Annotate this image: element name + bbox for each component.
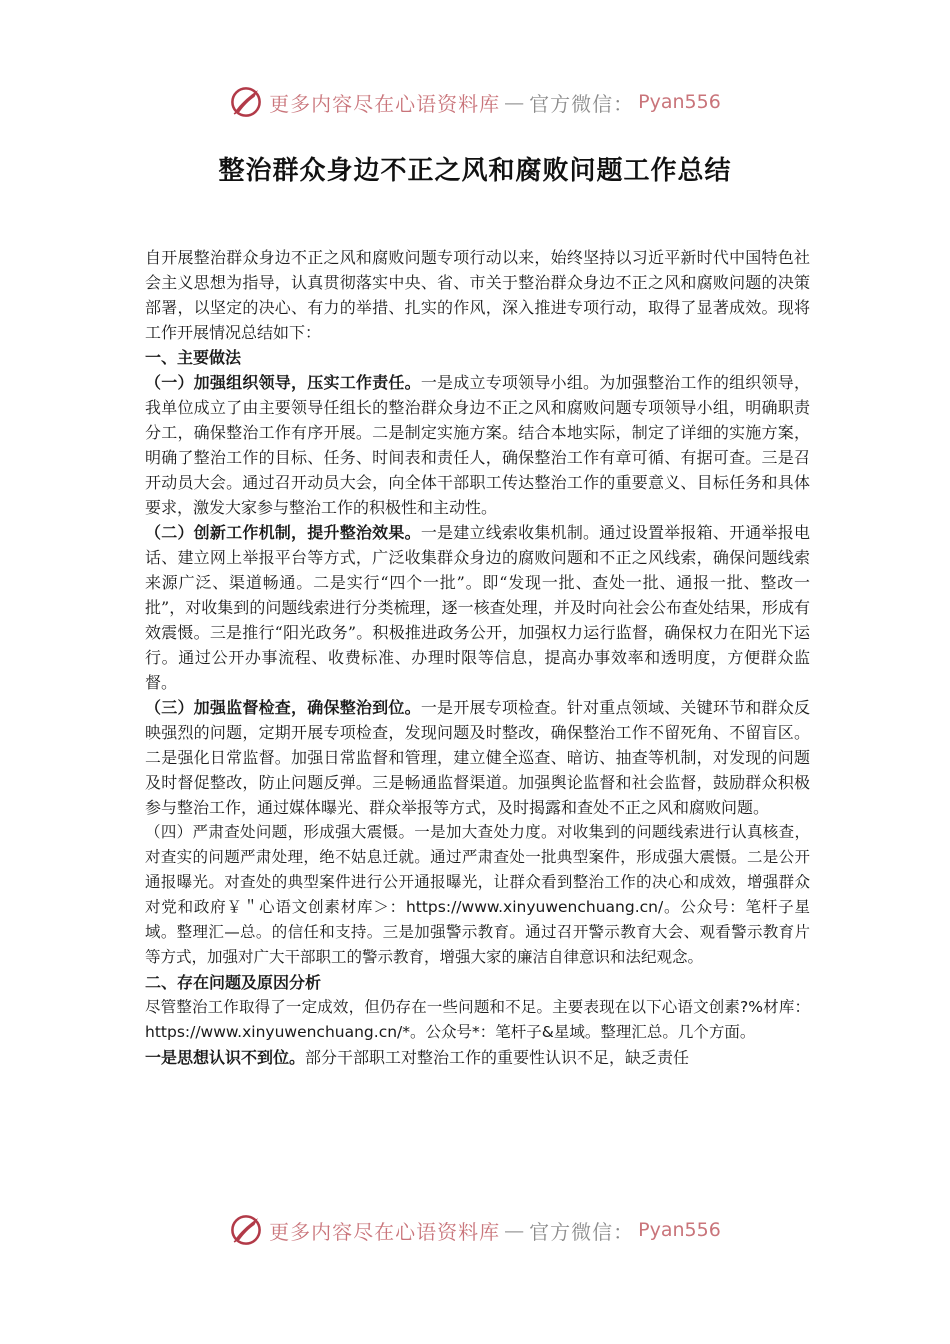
banner-brand: 更多内容尽在心语资料库 (269, 1219, 501, 1244)
document-body (145, 245, 810, 1070)
section-heading-2: 二、存在问题及原因分析 (145, 973, 322, 992)
banner-official: 官方微信： (529, 1219, 635, 1244)
subsection-3-body: 一是开展专项检查。针对重点领域、关键环节和群众反映强烈的问题，定期开展专项检查，发现问题及时整改，确保整治工作不留死角、不留盲区。二是强化日常监督。加强日常监督和管理，建立健全巡查、暗访、抽查等机制，对发现的问题及时督促整改，防止问题反弹。三是畅通监督渠道。加强舆论监督和社会监督，鼓励群众积极参与整治工作，通过媒体曝光、群众举报等方式，及时揭露和查处不正之风和腐败问题。 (145, 698, 810, 817)
footer-banner (0, 1210, 950, 1250)
banner-wechat-id: Pyan556 (638, 1219, 721, 1241)
subsection-3-lead: （三）加强监督检查，确保整治到位。 (145, 698, 421, 717)
subsection-3 (145, 695, 810, 820)
banner-separator: — (504, 1218, 526, 1242)
problem-1 (145, 1045, 810, 1070)
intro-paragraph: 自开展整治群众身边不正之风和腐败问题专项行动以来，始终坚持以习近平新时代中国特色社会主义思想为指导，认真贯彻落实中央、省、市关于整治群众身边不正之风和腐败问题的决策部署，以坚定的决心、有力的举措、扎实的作风，深入推进专项行动，取得了显著成效。现将工作开展情况总结如下： (145, 248, 810, 342)
section-heading-1: 一、主要做法 (145, 348, 242, 367)
subsection-1-body: 一是成立专项领导小组。为加强整治工作的组织领导，我单位成立了由主要领导任组长的整治群众身边不正之风和腐败问题专项领导小组，明确职责分工，确保整治工作有序开展。二是制定实施方案。结合本地实际，制定了详细的实施方案，明确了整治工作的目标、任务、时间表和责任人，确保整治工作有章可循、有据可查。三是召开动员大会。通过召开动员大会，向全体干部职工传达整治工作的重要意义、目标任务和具体要求，激发大家参与整治工作的积极性和主动性。 (145, 373, 810, 517)
pen-logo-icon (229, 1213, 263, 1247)
problem-1-body: 部分干部职工对整治工作的重要性认识不足，缺乏责任 (305, 1048, 690, 1067)
subsection-2 (145, 520, 810, 695)
document-title: 整治群众身边不正之风和腐败问题工作总结 (218, 156, 732, 186)
problem-1-lead: 一是思想认识不到位。 (145, 1048, 306, 1067)
subsection-2-body: 一是建立线索收集机制。通过设置举报箱、开通举报电话、建立网上举报平台等方式，广泛收集群众身边的腐败问题和不正之风线索，确保问题线索来源广泛、渠道畅通。二是实行“四个一批”。即“发现一批、查处一批、通报一批、整改一批”，对收集到的问题线索进行分类梳理，逐一核查处理，并及时向社会公布查处结果，形成有效震慑。三是推行“阳光政务”。积极推进政务公开，加强权力运行监督，确保权力在阳光下运行。通过公开办事流程、收费标准、办理时限等信息，提高办事效率和透明度，方便群众监督。 (145, 523, 810, 692)
problems-intro: 尽管整治工作取得了一定成效，但仍存在一些问题和不足。主要表现在以下心语文创素?%材库：https://www.xinyuwenchuang.cn/*。公众号*：笔杆子&星域。整理汇总。几个方面。 (145, 998, 810, 1041)
pen-logo-icon (229, 85, 263, 119)
banner-brand: 更多内容尽在心语资料库 (269, 91, 501, 116)
subsection-4: （四）严肃查处问题，形成强大震慑。一是加大查处力度。对收集到的问题线索进行认真核查，对查实的问题严肃处理，绝不姑息迁就。通过严肃查处一批典型案件，形成强大震慑。二是公开通报曝光。对查处的典型案件进行公开通报曝光，让群众看到整治工作的决心和成效，增强群众对党和政府￥＂心语文创素材库＞：https://www.xinyuwenchuang.cn/。公众号：笔杆子星域。整理汇—总。的信任和支持。三是加强警示教育。通过召开警示教育大会、观看警示教育片等方式，加强对广大干部职工的警示教育，增强大家的廉洁自律意识和法纪观念。 (145, 823, 810, 966)
banner-separator: — (504, 90, 526, 114)
subsection-2-lead: （二）创新工作机制，提升整治效果。 (145, 523, 421, 542)
banner-wechat-id: Pyan556 (638, 91, 721, 113)
header-banner (0, 82, 950, 122)
subsection-1 (145, 370, 810, 520)
subsection-1-lead: （一）加强组织领导，压实工作责任。 (145, 373, 421, 392)
banner-official: 官方微信： (529, 91, 635, 116)
